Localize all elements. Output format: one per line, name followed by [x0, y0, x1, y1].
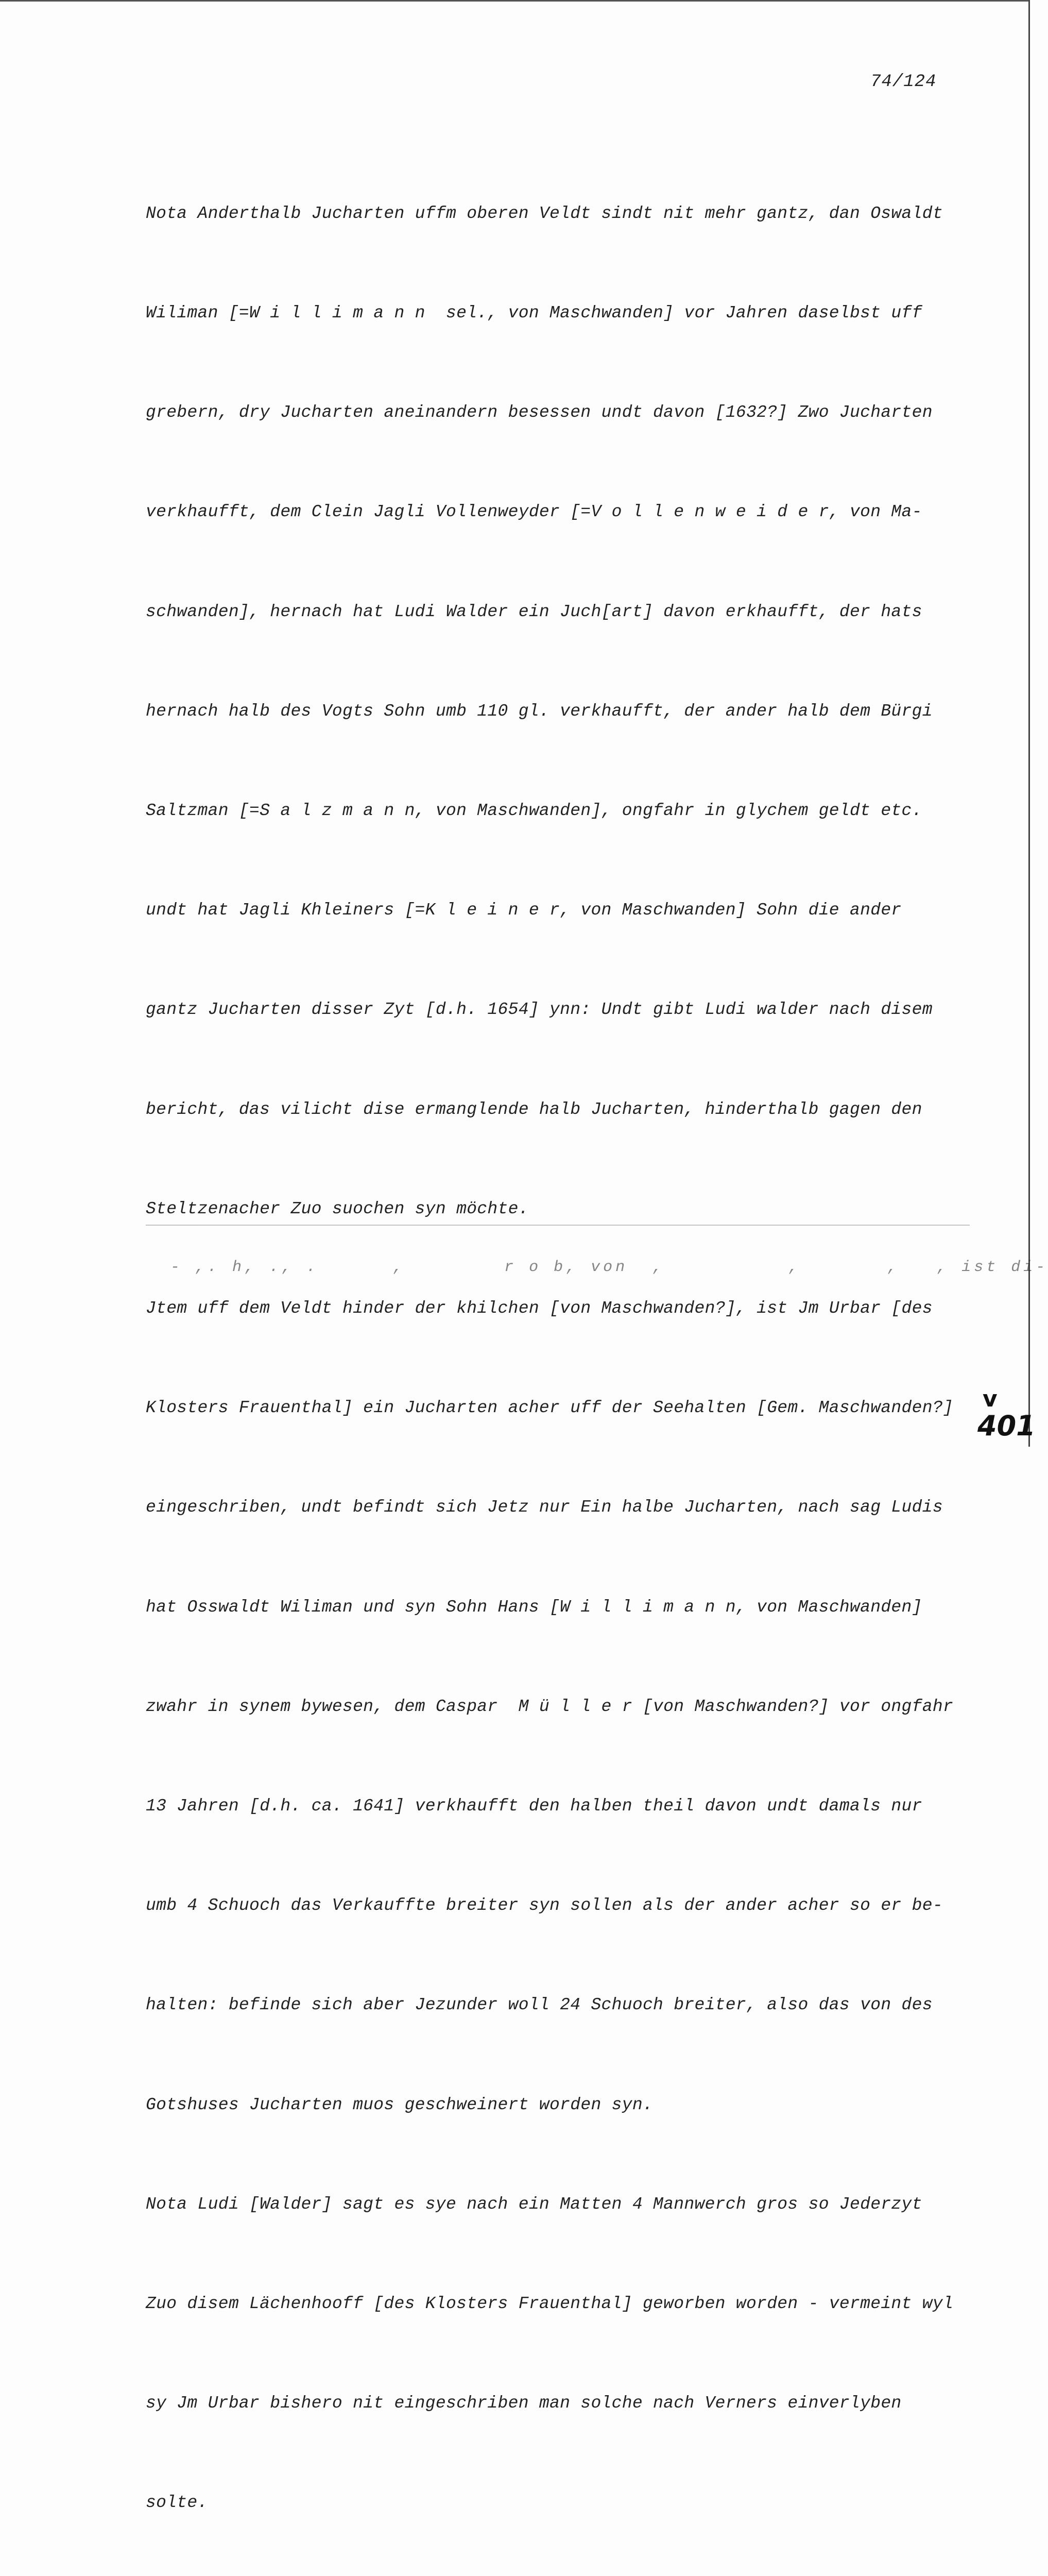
text-line: Nota Ludi [Walder] sagt es sye nach ein Matten 4 Mannwerch gros so Jederzyt	[146, 2194, 922, 2214]
text-line: zwahr in synem bywesen, dem Caspar M ü l l e r [von Maschwanden?] vor ongfahr	[146, 1697, 954, 1716]
text-line: schwanden], hernach hat Ludi Walder ein Juch[art] davon erkhaufft, der hats	[146, 602, 922, 621]
text-line: hat Osswaldt Wiliman und syn Sohn Hans [W i l l i m a n n, von Maschwanden]	[146, 1597, 922, 1617]
text-line: eingeschriben, undt befindt sich Jetz nur Ein halbe Jucharten, nach sag Ludis	[146, 1498, 943, 1517]
document-body	[146, 131, 980, 2576]
text-line: sy Jm Urbar bishero nit eingeschriben man solche nach Verners einverlyben	[146, 2394, 902, 2413]
page-frame-top	[0, 0, 1030, 2]
text-line: umb 4 Schuoch das Verkauffte breiter syn sollen als der ander acher so er be-	[146, 1896, 943, 1916]
text-line: 13 Jahren [d.h. ca. 1641] verkhaufft den halben theil davon undt damals nur	[146, 1797, 922, 1816]
text-line: halten: befinde sich aber Jezunder woll 24 Schuoch breiter, also das von des	[146, 1995, 933, 2015]
text-line: verkhaufft, dem Clein Jagli Vollenweyder [=V o l l e n w e i d e r, von Ma-	[146, 502, 922, 522]
text-line: Jtem uff dem Veldt hinder der khilchen [von Maschwanden?], ist Jm Urbar [des	[146, 1299, 933, 1318]
text-line: Nota Anderthalb Jucharten uffm oberen Veldt sindt nit mehr gantz, dan Oswaldt	[146, 204, 943, 223]
text-line: Klosters Frauenthal] ein Jucharten acher uff der Seehalten [Gem. Maschwanden?]	[146, 1398, 954, 1418]
folio-number: 401	[977, 1410, 1036, 1442]
text-line: grebern, dry Jucharten aneinandern besessen undt davon [1632?] Zwo Jucharten	[146, 403, 933, 422]
scan-artifact-rule	[146, 1225, 970, 1226]
page-frame-right	[1028, 0, 1030, 1447]
text-line: undt hat Jagli Khleiners [=K l e i n e r, von Maschwanden] Sohn die ander	[146, 901, 902, 920]
text-line: solte.	[146, 2493, 208, 2513]
obscured-scan-line	[146, 1224, 1048, 1276]
text-line: hernach halb des Vogts Sohn umb 110 gl. verkhaufft, der ander halb dem Bürgi	[146, 701, 933, 721]
page-number: 74/124	[870, 72, 937, 92]
text-line: Saltzman [=S a l z m a n n, von Maschwanden], ongfahr in glychem geldt etc.	[146, 801, 922, 821]
text-line: Gotshuses Jucharten muos geschweinert worden syn.	[146, 2095, 654, 2114]
text-line: Zuo disem Lächenhooff [des Klosters Frauenthal] geworben worden - vermeint wyl	[146, 2294, 954, 2314]
text-line: gantz Jucharten disser Zyt [d.h. 1654] ynn: Undt gibt Ludi walder nach disem	[146, 1000, 933, 1020]
text-line: Steltzenacher Zuo suochen syn möchte.	[146, 1199, 529, 1218]
text-line: bericht, das vilicht dise ermanglende halb Jucharten, hinderthalb gagen den	[146, 1099, 922, 1119]
check-mark: v	[983, 1386, 998, 1412]
obscured-scan-text: - ,. h, ., . , r o b, von , , , , ist di-	[170, 1259, 1048, 1276]
text-line: Wiliman [=W i l l i m a n n sel., von Maschwanden] vor Jahren daselbst uff	[146, 303, 922, 323]
